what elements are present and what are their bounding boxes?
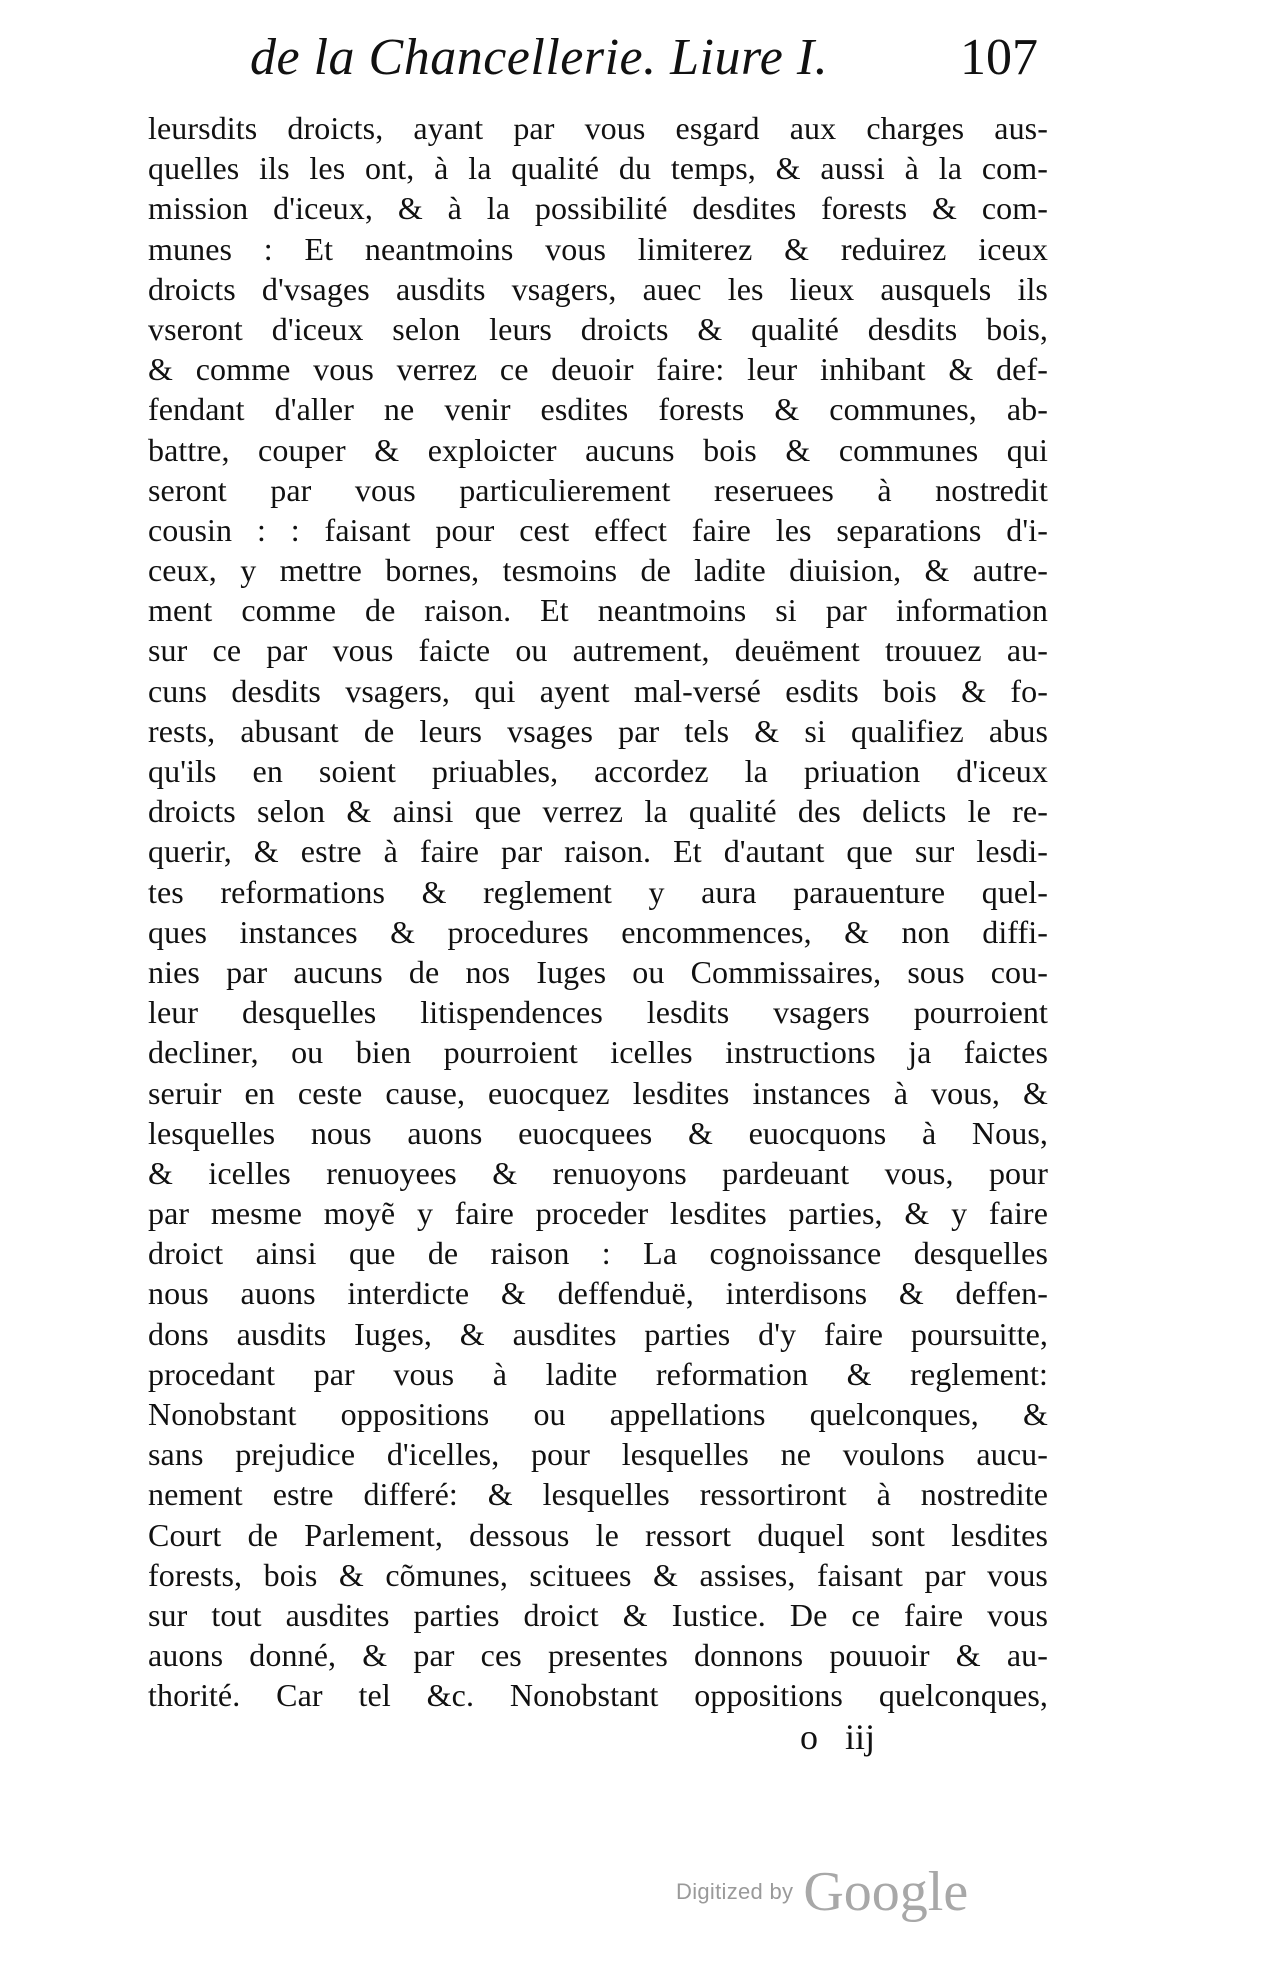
running-head: [250, 18, 1050, 108]
text-line: qu'ils en soient priuables, accordez la priuation d'iceux: [148, 753, 1048, 789]
text-line: Court de Parlement, dessous le ressort duquel sont lesdites: [148, 1516, 1048, 1553]
signature-mark: o iij: [800, 1717, 876, 1757]
text-line: sur tout ausdites parties droict & Iustice. De ce faire vous: [148, 1596, 1048, 1633]
text-line: droicts d'vsages ausdits vsagers, auec les lieux ausquels ils: [148, 270, 1048, 307]
text-line: battre, couper & exploicter aucuns bois & communes qui: [148, 431, 1048, 468]
text-line: ment comme de raison. Et neantmoins si par information: [148, 592, 1048, 629]
text-line: vseront d'iceux selon leurs droicts & qualité desdits bois,: [148, 310, 1048, 347]
text-line: auons donné, & par ces presentes donnons pouuoir & au-: [148, 1637, 1048, 1674]
text-line: forests, bois & cõmunes, scituees & assises, faisant par vous: [148, 1556, 1048, 1593]
text-line: cuns desdits vsagers, qui ayent mal-versé esdits bois & fo-: [148, 672, 1048, 709]
text-line: par mesme moyẽ y faire proceder lesdites parties, & y faire: [148, 1195, 1048, 1232]
text-line: nous auons interdicte & deffenduë, interdisons & deffen-: [148, 1275, 1048, 1312]
text-line: rests, abusant de leurs vsages par tels & si qualifiez abus: [148, 712, 1048, 749]
text-line: nies par aucuns de nos Iuges ou Commissaires, sous cou-: [148, 953, 1048, 990]
body-text: [148, 108, 1048, 1716]
text-line: Nonobstant oppositions ou appellations quelconques, &: [148, 1396, 1048, 1432]
text-line: nement estre differé: & lesquelles ressortiront à nostredite: [148, 1476, 1048, 1513]
text-line: & icelles renuoyees & renuoyons pardeuant vous, pour: [148, 1154, 1048, 1191]
text-line: quelles ils les ont, à la qualité du temps, & aussi à la com-: [148, 150, 1048, 187]
text-line: lesquelles nous auons euocquees & euocquons à Nous,: [148, 1114, 1048, 1151]
digitization-watermark: [676, 1860, 968, 1930]
text-line: dons ausdits Iuges, & ausdites parties d'y faire poursuitte,: [148, 1315, 1048, 1352]
text-line: ques instances & procedures encommences, & non diffi-: [148, 913, 1048, 950]
text-line: droicts selon & ainsi que verrez la qualité des delicts le re-: [148, 793, 1048, 830]
text-line: munes : Et neantmoins vous limiterez & reduirez iceux: [148, 230, 1048, 267]
text-line: sur ce par vous faicte ou autrement, deuëment trouuez au-: [148, 632, 1048, 669]
text-line: fendant d'aller ne venir esdites forests & communes, ab-: [148, 391, 1048, 428]
text-line: seront par vous particulierement reseruees à nostredit: [148, 471, 1048, 508]
text-line: droict ainsi que de raison : La cognoissance desquelles: [148, 1235, 1048, 1272]
text-line: thorité. Car tel &c. Nonobstant oppositions quelconques,: [148, 1677, 1048, 1714]
text-line: ceux, y mettre bornes, tesmoins de ladite diuision, & autre-: [148, 552, 1048, 589]
text-line: sans prejudice d'icelles, pour lesquelles ne voulons aucu-: [148, 1436, 1048, 1473]
text-line: tes reformations & reglement y aura parauenture quel-: [148, 873, 1048, 910]
text-line: leursdits droicts, ayant par vous esgard aux charges aus-: [148, 110, 1048, 146]
text-line: mission d'iceux, & à la possibilité desdites forests & com-: [148, 190, 1048, 227]
text-line: & comme vous verrez ce deuoir faire: leur inhibant & def-: [148, 351, 1048, 388]
text-line: cousin : : faisant pour cest effect faire les separations d'i-: [148, 511, 1048, 548]
text-line: decliner, ou bien pourroient icelles instructions ja faictes: [148, 1034, 1048, 1071]
page-number: 107: [960, 29, 1038, 86]
watermark-prefix: Digitized by: [676, 1879, 794, 1904]
text-line: leur desquelles litispendences lesdits vsagers pourroient: [148, 994, 1048, 1031]
google-logo: Google: [803, 1861, 969, 1923]
text-line: procedant par vous à ladite reformation & reglement:: [148, 1355, 1048, 1392]
running-title: de la Chancellerie. Liure I.: [250, 29, 829, 86]
text-line: seruir en ceste cause, euocquez lesdites instances à vous, &: [148, 1074, 1048, 1111]
text-line: querir, & estre à faire par raison. Et d'autant que sur lesdi-: [148, 833, 1048, 870]
